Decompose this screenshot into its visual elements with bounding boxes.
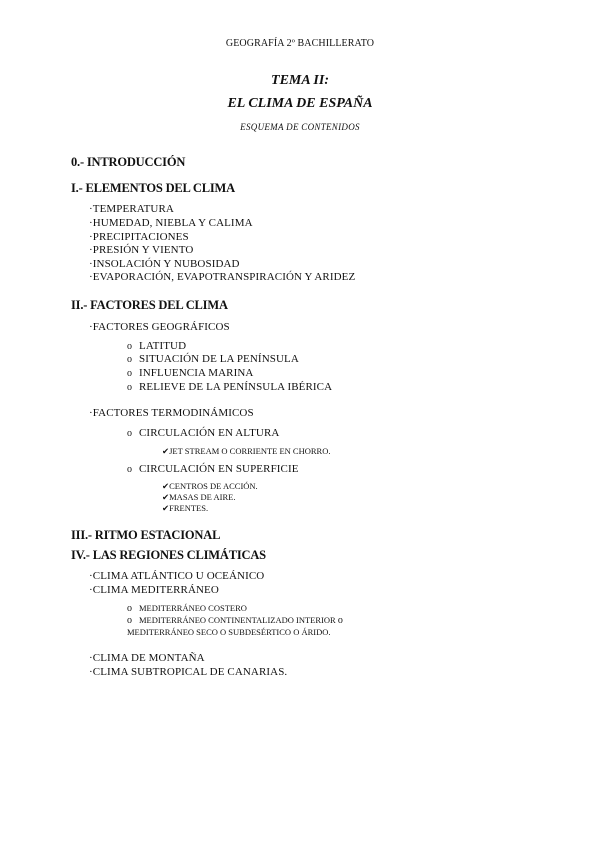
circle-bullet-icon: o xyxy=(127,368,133,379)
list-item: ·INSOLACIÓN Y NUBOSIDAD xyxy=(89,258,240,270)
list-item: o SITUACIÓN DE LA PENÍNSULA xyxy=(127,353,299,365)
subtitle: ESQUEMA DE CONTENIDOS xyxy=(240,122,360,132)
list-item: ·TEMPERATURA xyxy=(89,203,174,215)
circle-bullet-icon: o xyxy=(127,382,133,393)
list-item: o LATITUD xyxy=(127,340,187,352)
factores-termodinamicos-label: ·FACTORES TERMODINÁMICOS xyxy=(89,407,254,419)
circle-bullet-icon: o xyxy=(127,464,133,475)
check-item: ✔JET STREAM O CORRIENTE EN CHORRO. xyxy=(162,446,331,456)
circle-bullet-icon: o xyxy=(127,341,133,352)
circle-bullet-icon: o xyxy=(127,428,133,439)
list-item: o MEDITERRÁNEO CONTINENTALIZADO INTERIOR o xyxy=(127,615,343,626)
list-item: o MEDITERRÁNEO COSTERO xyxy=(127,603,247,614)
list-item: ·CLIMA SUBTROPICAL DE CANARIAS. xyxy=(89,666,288,678)
list-item-continuation: MEDITERRÁNEO SECO O SUBDESÉRTICO O ÁRIDO. xyxy=(127,627,331,637)
section-ritmo-estacional: III.- RITMO ESTACIONAL xyxy=(71,528,221,542)
circle-bullet-icon: o xyxy=(127,603,132,614)
list-item: o CIRCULACIÓN EN SUPERFICIE xyxy=(127,463,299,475)
page-header: GEOGRAFÍA 2º BACHILLERATO xyxy=(225,38,375,49)
list-item: ·HUMEDAD, NIEBLA Y CALIMA xyxy=(89,217,253,229)
title-line-1: TEMA II: xyxy=(271,73,329,88)
section-regiones: IV.- LAS REGIONES CLIMÁTICAS xyxy=(71,548,266,562)
factores-geograficos-label: ·FACTORES GEOGRÁFICOS xyxy=(89,321,230,333)
list-item: o CIRCULACIÓN EN ALTURA xyxy=(127,427,280,439)
check-item: ✔FRENTES. xyxy=(162,503,209,513)
list-item: ·CLIMA MEDITERRÁNEO xyxy=(89,584,219,596)
list-item: ·PRESIÓN Y VIENTO xyxy=(89,244,194,256)
list-item: ·CLIMA DE MONTAÑA xyxy=(89,652,205,664)
section-introduccion: 0.- INTRODUCCIÓN xyxy=(71,155,186,169)
list-item: ·PRECIPITACIONES xyxy=(89,231,189,243)
check-item: ✔MASAS DE AIRE. xyxy=(162,492,236,502)
list-item: ·CLIMA ATLÁNTICO U OCEÁNICO xyxy=(89,570,265,582)
circle-bullet-icon: o xyxy=(127,615,132,626)
title-line-2: EL CLIMA DE ESPAÑA xyxy=(227,96,373,111)
list-item: o RELIEVE DE LA PENÍNSULA IBÉRICA xyxy=(127,381,333,393)
check-item: ✔CENTROS DE ACCIÓN. xyxy=(162,481,258,491)
circle-bullet-icon: o xyxy=(127,354,133,365)
circle-bullet-icon: o xyxy=(337,615,343,626)
list-item: o INFLUENCIA MARINA xyxy=(127,367,254,379)
section-elementos: I.- ELEMENTOS DEL CLIMA xyxy=(71,181,235,195)
section-factores: II.- FACTORES DEL CLIMA xyxy=(71,298,228,312)
list-item: ·EVAPORACIÓN, EVAPOTRANSPIRACIÓN Y ARIDEZ xyxy=(89,271,356,283)
